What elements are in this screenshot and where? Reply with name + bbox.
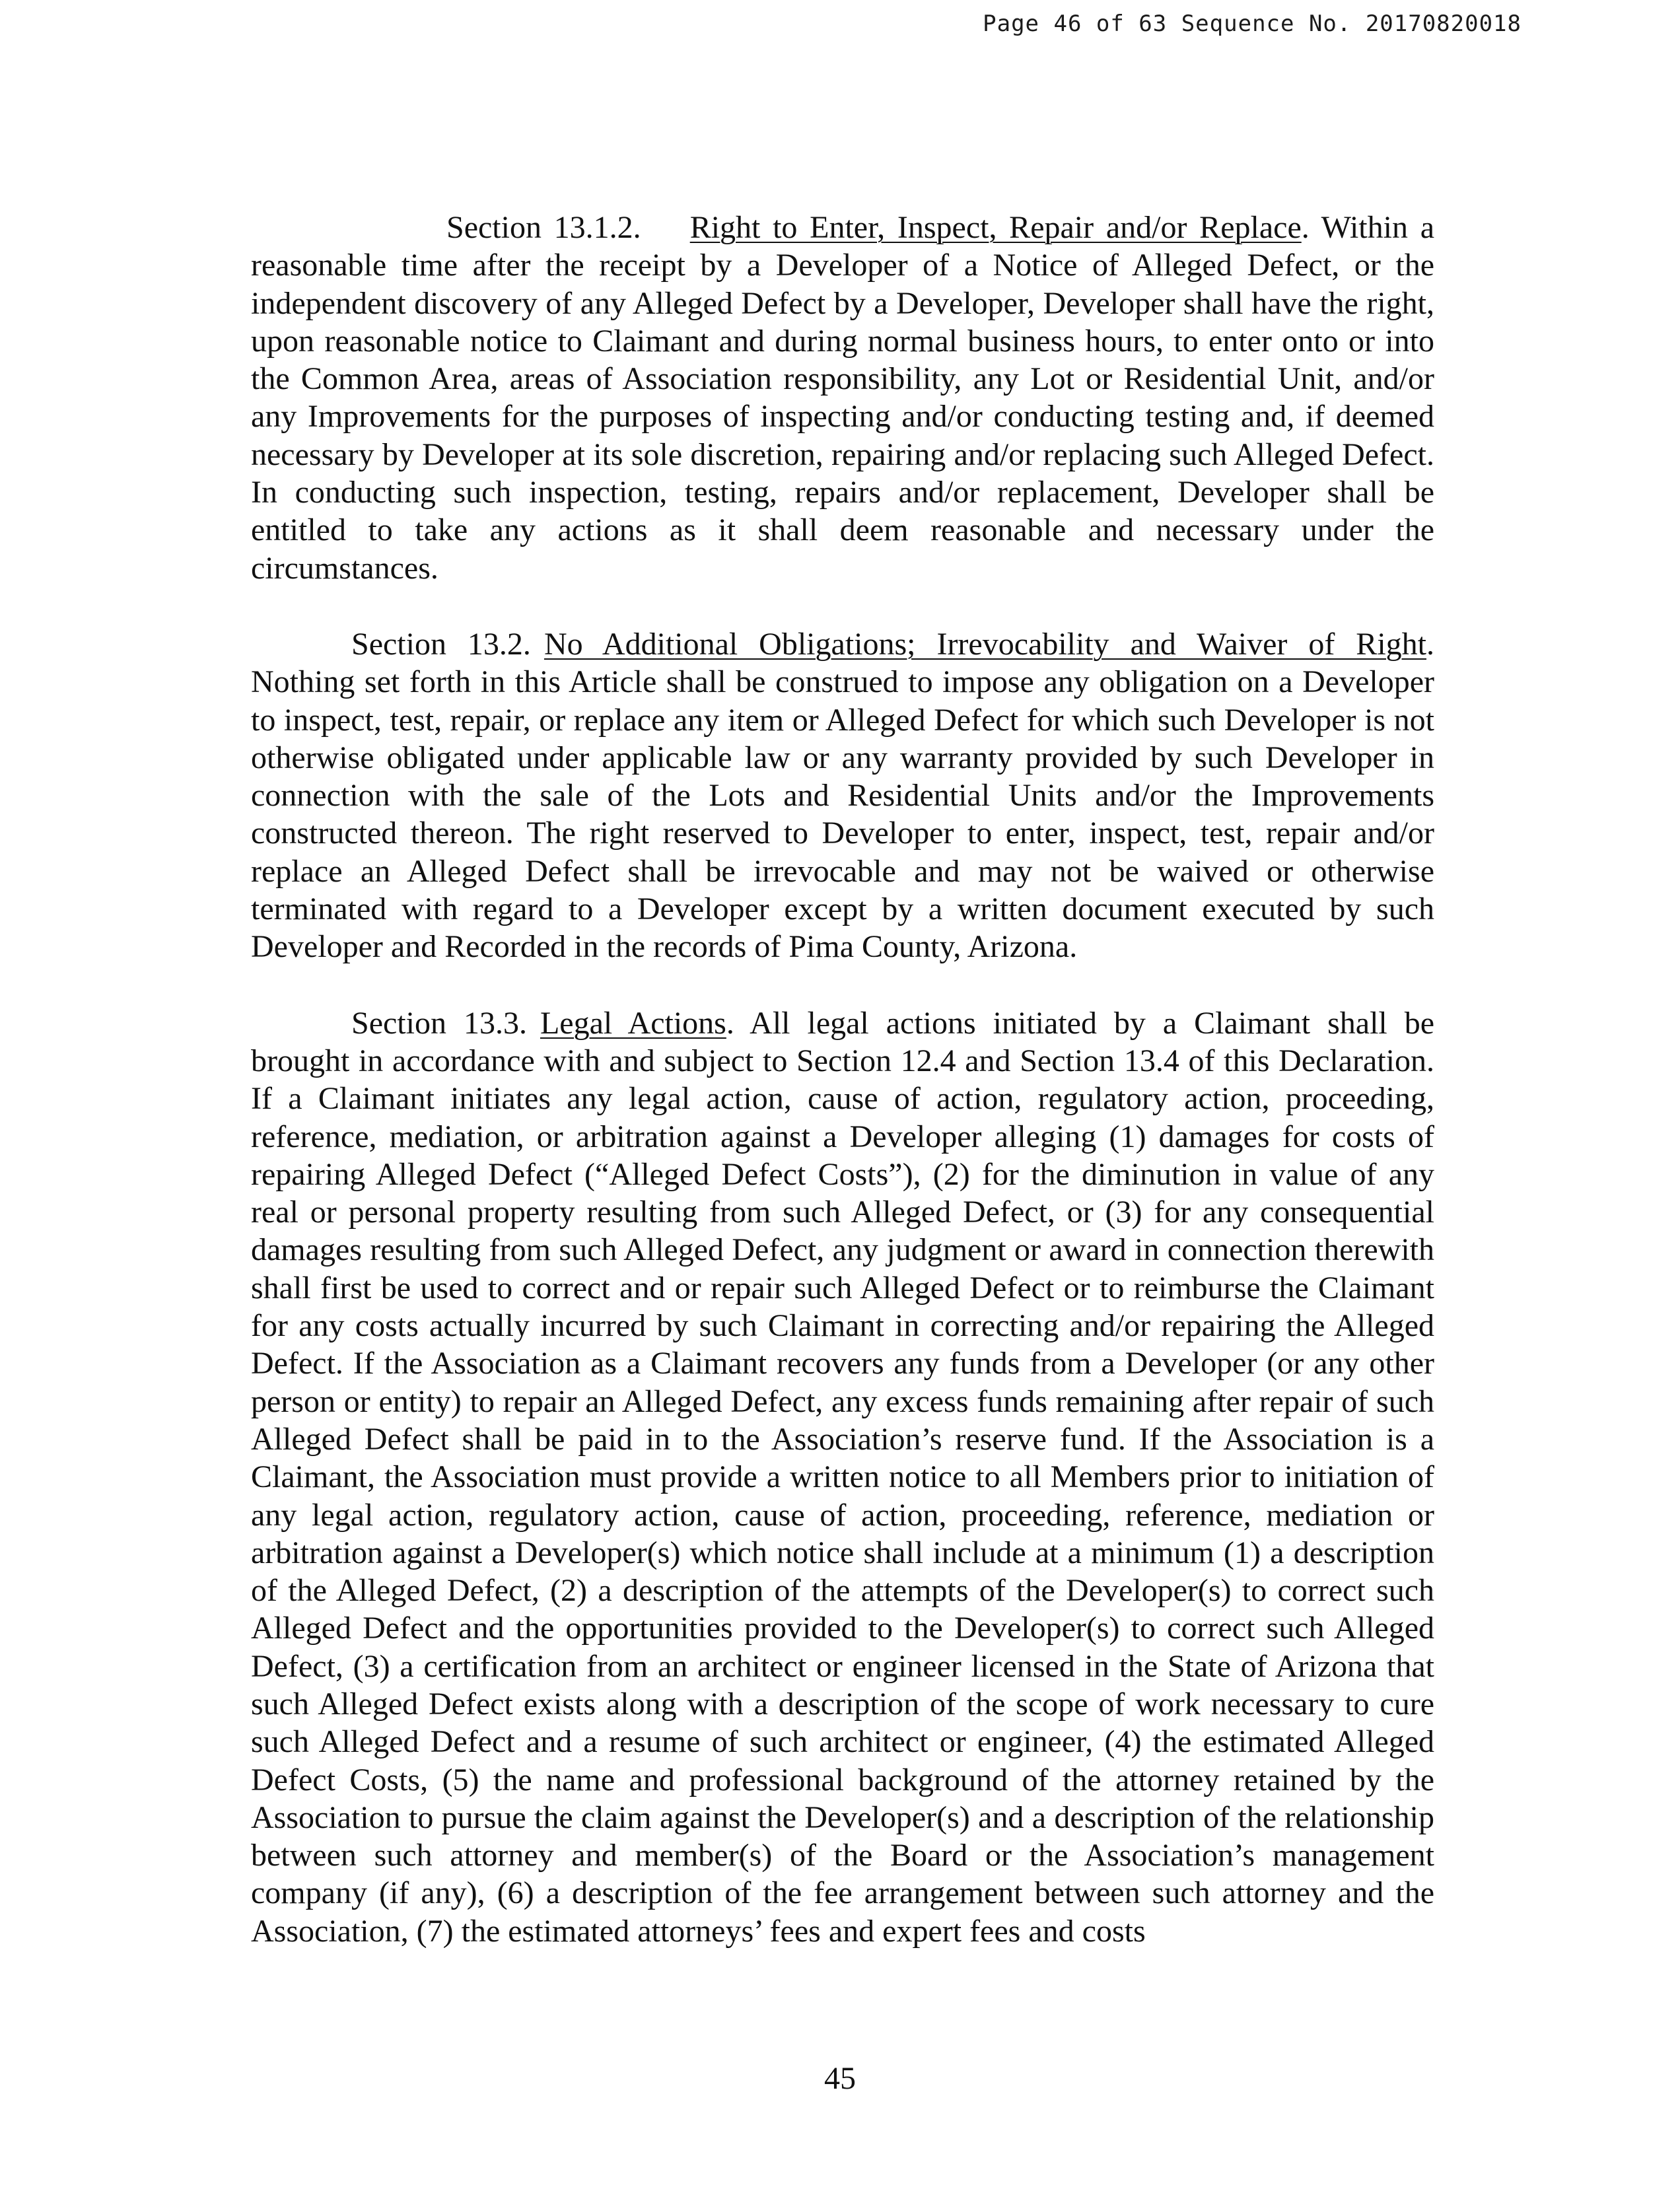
section-number: Section 13.2. <box>351 626 531 662</box>
section-body: . Nothing set forth in this Article shall be construed to impose any obligation on a Developer to inspect, test, repair, or replace any item or Alleged Defect for which such Developer is not otherwise obligated under applicable law or any warranty provided by such Developer in connection with the sale of the Lots and Residential Units and/or the Improvements constructed thereon. The right reserved to Developer to enter, inspect, test, repair and/or replace an Alleged Defect shall be irrevocable and may not be waived or otherwise terminated with regard to a Developer except by a written document executed by such Developer and Recorded in the records of Pima County, Arizona. <box>251 626 1434 965</box>
section-number: Section 13.3. <box>351 1005 527 1041</box>
section-body: . All legal actions initiated by a Claimant shall be brought in accordance with and subject to Section 12.4 and Section 13.4 of this Declaration. If a Claimant initiates any legal action, cause of action, regulatory action, proceeding, reference, mediation, or arbitration against a Developer alleging (1) damages for costs of repairing Alleged Defect (“Alleged Defect Costs”), (2) for the diminution in value of any real or personal property resulting from such Alleged Defect, or (3) for any consequential damages resulting from such Alleged Defect, any judgment or award in connection therewith shall first be used to correct and or repair such Alleged Defect or to reimburse the Claimant for any costs actually incurred by such Claimant in correcting and/or repairing the Alleged Defect. If the Association as a Claimant recovers any funds from a Developer (or any other person or entity) to repair an Alleged Defect, any excess funds remaining after repair of such Alleged Defect shall be paid in to the Association’s reserve fund. If the Association is a Claimant, the Association must provide a written notice to all Members prior to initiation of any legal action, regulatory action, cause of action, proceeding, reference, mediation or arbitration against a Developer(s) which notice shall include at a minimum (1) a description of the Alleged Defect, (2) a description of the attempts of the Developer(s) to correct such Alleged Defect and the opportunities provided to the Developer(s) to correct such Alleged Defect, (3) a certification from an architect or engineer licensed in the State of Arizona that such Alleged Defect exists along with a description of the scope of work necessary to cure such Alleged Defect and a resume of such architect or engineer, (4) the estimated Alleged Defect Costs, (5) the name and professional background of the attorney retained by the Association to pursue the claim against the Developer(s) and a description of the relationship between such attorney and member(s) of the Board or the Association’s management company (if any), (6) a description of the fee arrangement between such attorney and the Association, (7) the estimated attorneys’ fees and expert fees and costs <box>251 1005 1435 1949</box>
section-13-2 <box>251 625 1434 966</box>
section-13-1-2 <box>251 209 1434 587</box>
section-heading: No Additional Obligations; Irrevocability and Waiver of Right <box>543 626 1426 662</box>
section-heading: Right to Enter, Inspect, Repair and/or Replace <box>689 210 1302 245</box>
section-heading: Legal Actions <box>540 1005 726 1041</box>
page-header: Page 46 of 63 Sequence No. 20170820018 <box>983 11 1522 37</box>
section-13-3 <box>251 1004 1434 1950</box>
document-body <box>251 209 1434 1988</box>
page-number: 45 <box>824 2061 856 2096</box>
section-body: . Within a reasonable time after the receipt by a Developer of a Notice of Alleged Defect, or the independent discovery of any Alleged Defect by a Developer, Developer shall have the right, upon reasonable notice to Claimant and during normal business hours, to enter onto or into the Common Area, areas of Association responsibility, any Lot or Residential Unit, and/or any Improvements for the purposes of inspecting and/or conducting testing and, if deemed necessary by Developer at its sole discretion, repairing and/or replacing such Alleged Defect. In conducting such inspection, testing, repairs and/or replacement, Developer shall be entitled to take any actions as it shall deem reasonable and necessary under the circumstances. <box>251 210 1434 586</box>
section-number: Section 13.1.2. <box>446 210 641 245</box>
